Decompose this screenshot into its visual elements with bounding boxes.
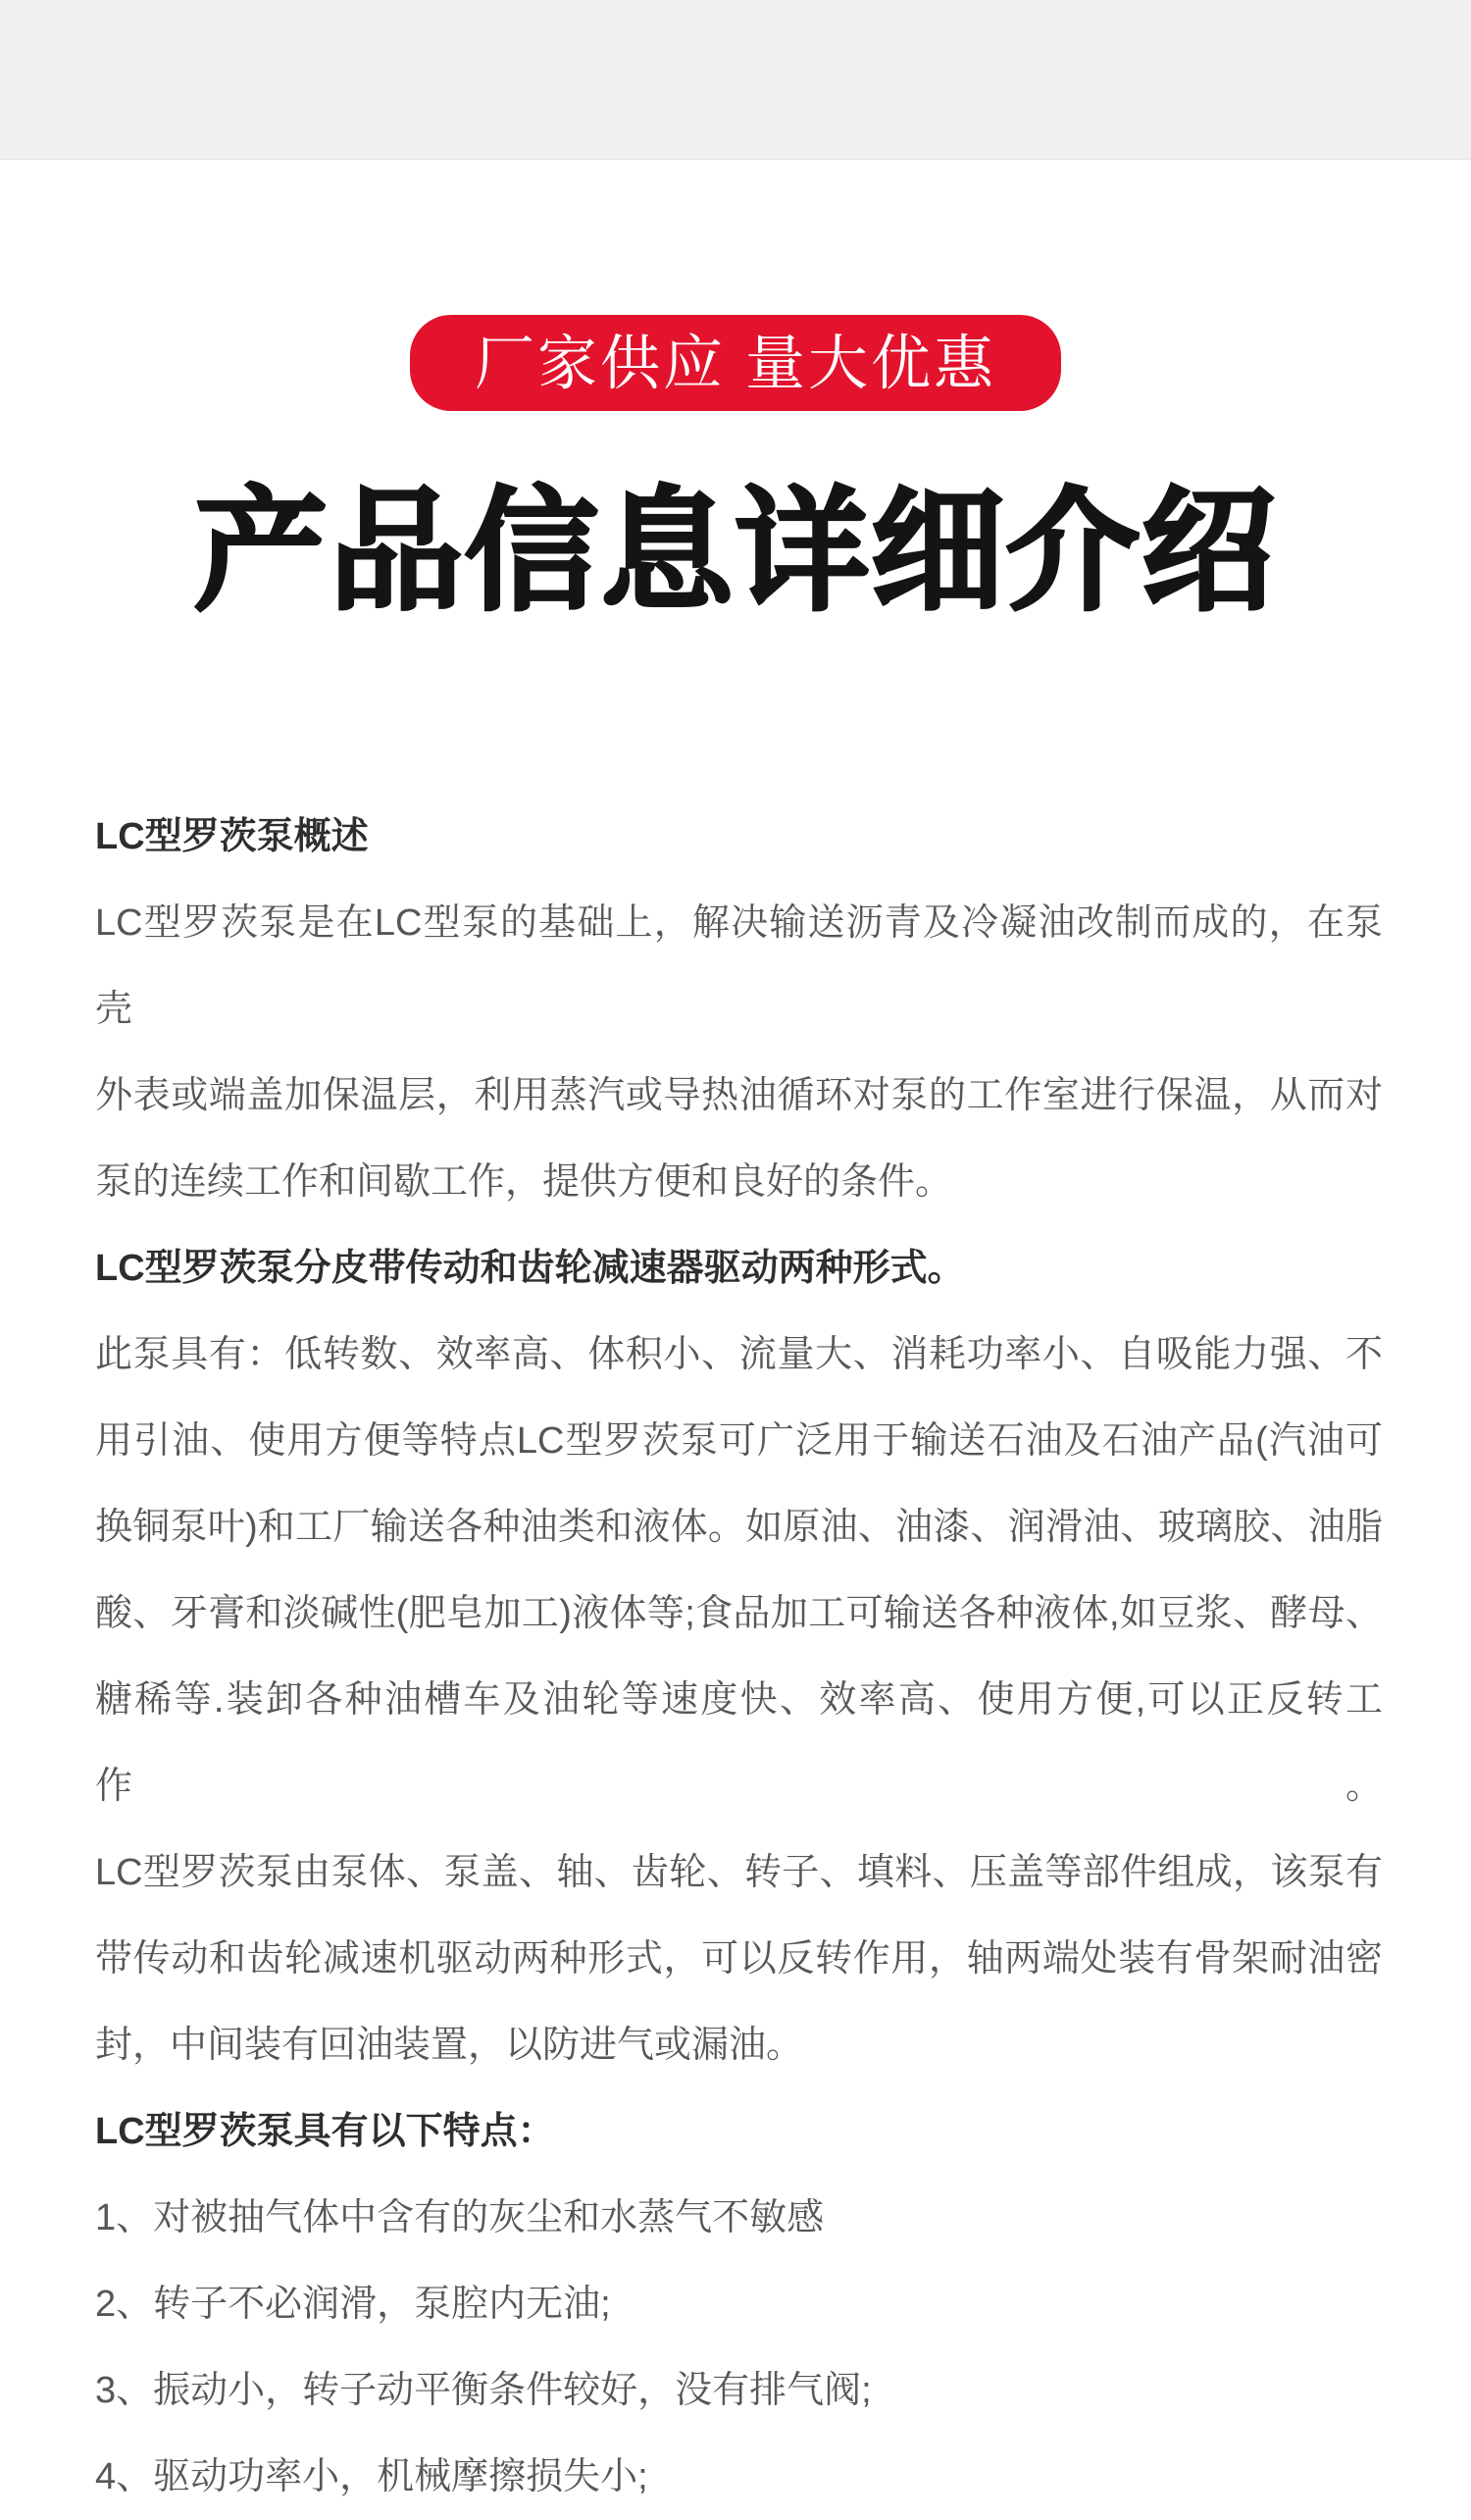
promo-badge-row	[0, 315, 1471, 411]
feature-item: 4、驱动功率小，机械摩擦损失小;	[95, 2456, 648, 2498]
promo-badge: 厂家供应 量大优惠	[410, 315, 1061, 411]
paragraph-line: LC型罗茨泵是在LC型泵的基础上，解决输送沥青及冷凝油改制而成的，在泵壳	[95, 902, 1383, 1031]
paragraph-line: 外表或端盖加保温层，利用蒸汽或导热油循环对泵的工作室进行保温，从而对	[95, 1075, 1383, 1117]
paragraph-line: 用引油、使用方便等特点LC型罗茨泵可广泛用于输送石油及石油产品(汽油可	[95, 1420, 1383, 1463]
paragraph-line: 此泵具有：低转数、效率高、体积小、流量大、消耗功率小、自吸能力强、不	[95, 1334, 1383, 1376]
paragraph-line: 泵的连续工作和间歇工作，提供方便和良好的条件。	[95, 1161, 953, 1204]
feature-item: 3、振动小，转子动平衡条件较好，没有排气阀;	[95, 2370, 872, 2412]
paragraph-line: 换铜泵叶)和工厂输送各种油类和液体。如原油、油漆、润滑油、玻璃胶、油脂	[95, 1507, 1383, 1549]
section-heading: LC型罗茨泵概述	[95, 816, 369, 858]
top-gray-band	[0, 0, 1471, 160]
paragraph-line: 带传动和齿轮减速机驱动两种形式，可以反转作用，轴两端处装有骨架耐油密	[95, 1938, 1383, 1980]
paragraph-line: LC型罗茨泵由泵体、泵盖、轴、齿轮、转子、填料、压盖等部件组成，该泵有	[95, 1852, 1383, 1894]
paragraph-line: 酸、牙膏和淡碱性(肥皂加工)液体等;食品加工可输送各种液体,如豆浆、酵母、	[95, 1593, 1383, 1635]
feature-item: 2、转子不必润滑，泵腔内无油;	[95, 2284, 611, 2326]
paragraph-line: 封，中间装有回油装置，以防进气或漏油。	[95, 2025, 804, 2067]
product-description	[0, 721, 1471, 2520]
feature-item: 1、对被抽气体中含有的灰尘和水蒸气不敏感	[95, 2197, 825, 2239]
page-title: 产品信息详细介绍	[194, 477, 1277, 626]
section-heading: LC型罗茨泵具有以下特点：	[95, 2111, 555, 2153]
section-heading: LC型罗茨泵分皮带传动和齿轮减速器驱动两种形式。	[95, 1248, 965, 1290]
paragraph-line: 糖稀等.装卸各种油槽车及油轮等速度快、效率高、使用方便,可以正反转工作。	[95, 1679, 1383, 1808]
